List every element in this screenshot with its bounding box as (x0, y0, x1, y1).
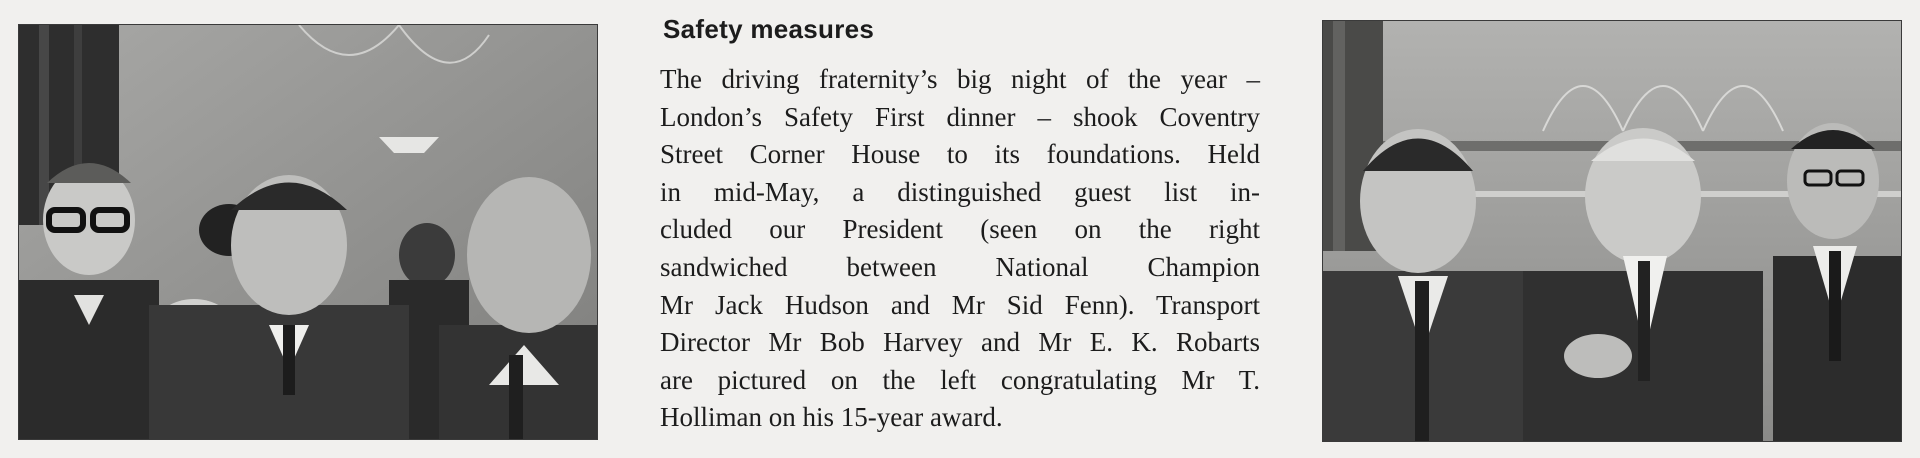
article-line: The driving fraternity’s big night of the year – (660, 64, 1260, 94)
photo-right (1322, 20, 1902, 442)
article-line: Street Corner House to its foundations. Held (660, 139, 1260, 170)
article-line: Holliman on his 15-year award. (660, 402, 1003, 433)
photo-right-image (1323, 21, 1901, 441)
photo-left-image (19, 25, 597, 439)
article-line: in mid-May, a distinguished guest list in- (660, 176, 1260, 207)
article-line: London’s Safety First dinner – shook Coventry (660, 101, 1260, 132)
article-line: Mr Jack Hudson and Mr Sid Fenn). Transport (660, 289, 1260, 320)
photo-left (18, 24, 598, 440)
article-line: sandwiched between National Champion (660, 251, 1260, 282)
article-line: are pictured on the left congratulating Mr T. (660, 364, 1260, 395)
article-line: cluded our President (seen on the right (660, 214, 1260, 245)
article-body (660, 61, 1260, 437)
article-headline: Safety measures (663, 14, 875, 44)
article (660, 14, 1260, 437)
article-line: Director Mr Bob Harvey and Mr E. K. Robarts (660, 327, 1260, 358)
